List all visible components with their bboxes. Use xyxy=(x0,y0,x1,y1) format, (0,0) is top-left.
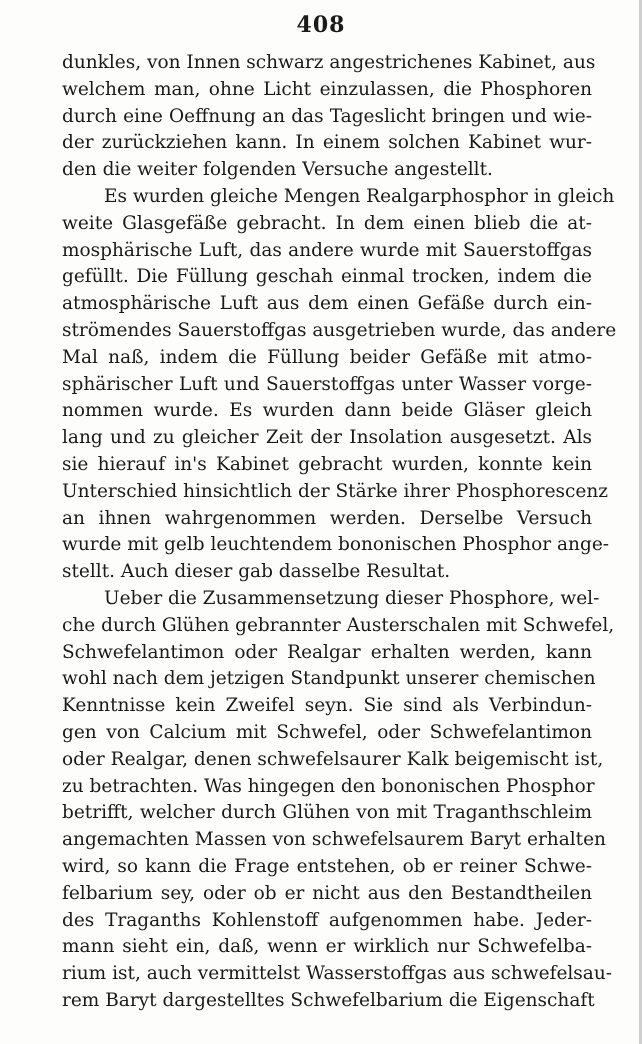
text-line: mann sieht ein, daß, wenn er wirklich nur Schwefelba- xyxy=(62,936,592,958)
text-line: des Traganths Kohlenstoff aufgenommen habe. Jeder- xyxy=(62,909,592,931)
text-line: zu betrachten. Was hingegen den bononischen Phosphor xyxy=(62,775,595,797)
text-line: Mal naß, indem die Füllung beider Gefäße mit atmo- xyxy=(62,346,592,368)
text-line: stellt. Auch dieser gab dasselbe Resultat. xyxy=(62,561,451,583)
text-line: durch eine Oeffnung an das Tageslicht bringen und wie- xyxy=(62,105,592,127)
paragraph xyxy=(62,50,596,184)
text-line: atmosphärische Luft aus dem einen Gefäße durch ein- xyxy=(62,293,592,315)
text-line: den die weiter folgenden Versuche angestellt. xyxy=(62,159,493,181)
text-line: Kenntnisse kein Zweifel seyn. Sie sind als Verbindun- xyxy=(62,695,592,717)
text-line: rium ist, auch vermittelst Wasserstoffgas aus schwefelsau- xyxy=(62,963,612,985)
text-line: Schwefelantimon oder Realgar erhalten werden, kann xyxy=(62,641,592,663)
text-line: che durch Glühen gebrannter Austerschalen mit Schwefel, xyxy=(62,614,615,636)
text-line: wurde mit gelb leuchtendem bononischen Phosphor ange- xyxy=(62,534,610,556)
text-line: wohl nach dem jetzigen Standpunkt unserer chemischen xyxy=(62,668,596,690)
text-line: sphärischer Luft und Sauerstoffgas unter Wasser vorge- xyxy=(62,373,592,395)
text-line: an ihnen wahrgenommen werden. Derselbe Versuch xyxy=(62,507,592,529)
text-line: sie hierauf in's Kabinet gebracht wurden, konnte kein xyxy=(62,453,592,475)
paragraph xyxy=(62,184,617,586)
text-line: Ueber die Zusammensetzung dieser Phosphore, wel- xyxy=(104,587,600,609)
text-line: wird, so kann die Frage entstehen, ob er reiner Schwe- xyxy=(62,855,592,877)
text-line: rem Baryt dargestelltes Schwefelbarium die Eigenschaft xyxy=(62,989,595,1011)
text-line: gen von Calcium mit Schwefel, oder Schwefelantimon xyxy=(62,721,592,743)
text-line: lang und zu gleicher Zeit der Insolation ausgesetzt. Als xyxy=(62,427,592,449)
paragraph xyxy=(62,586,615,1015)
text-line: oder Realgar, denen schwefelsaurer Kalk beigemischt ist, xyxy=(62,748,604,770)
text-line: weite Glasgefäße gebracht. In dem einen blieb die at- xyxy=(62,212,592,234)
text-line: betrifft, welcher durch Glühen von mit Traganthschleim xyxy=(62,802,592,824)
body-text xyxy=(62,50,617,1015)
page-number: 408 xyxy=(296,12,346,38)
text-line: Unterschied hinsichtlich der Stärke ihrer Phosphorescenz xyxy=(62,480,608,502)
text-line: der zurückziehen kann. In einem solchen Kabinet wur- xyxy=(62,132,592,154)
text-line: Es wurden gleiche Mengen Realgarphosphor in gleich xyxy=(104,185,615,207)
text-line: welchem man, ohne Licht einzulassen, die Phosphoren xyxy=(62,78,592,100)
text-line: felbarium sey, oder ob er nicht aus den Bestandtheilen xyxy=(62,882,592,904)
text-line: angemachten Massen von schwefelsaurem Baryt erhalten xyxy=(62,829,606,851)
text-line: mosphärische Luft, das andere wurde mit Sauerstoffgas xyxy=(62,239,592,261)
text-line: gefüllt. Die Füllung geschah einmal trocken, indem die xyxy=(62,266,592,288)
text-line: dunkles, von Innen schwarz angestrichenes Kabinet, aus xyxy=(62,52,596,73)
text-line: nommen wurde. Es wurden dann beide Gläser gleich xyxy=(62,400,592,422)
text-line: strömendes Sauerstoffgas ausgetrieben wurde, das andere xyxy=(62,319,617,341)
